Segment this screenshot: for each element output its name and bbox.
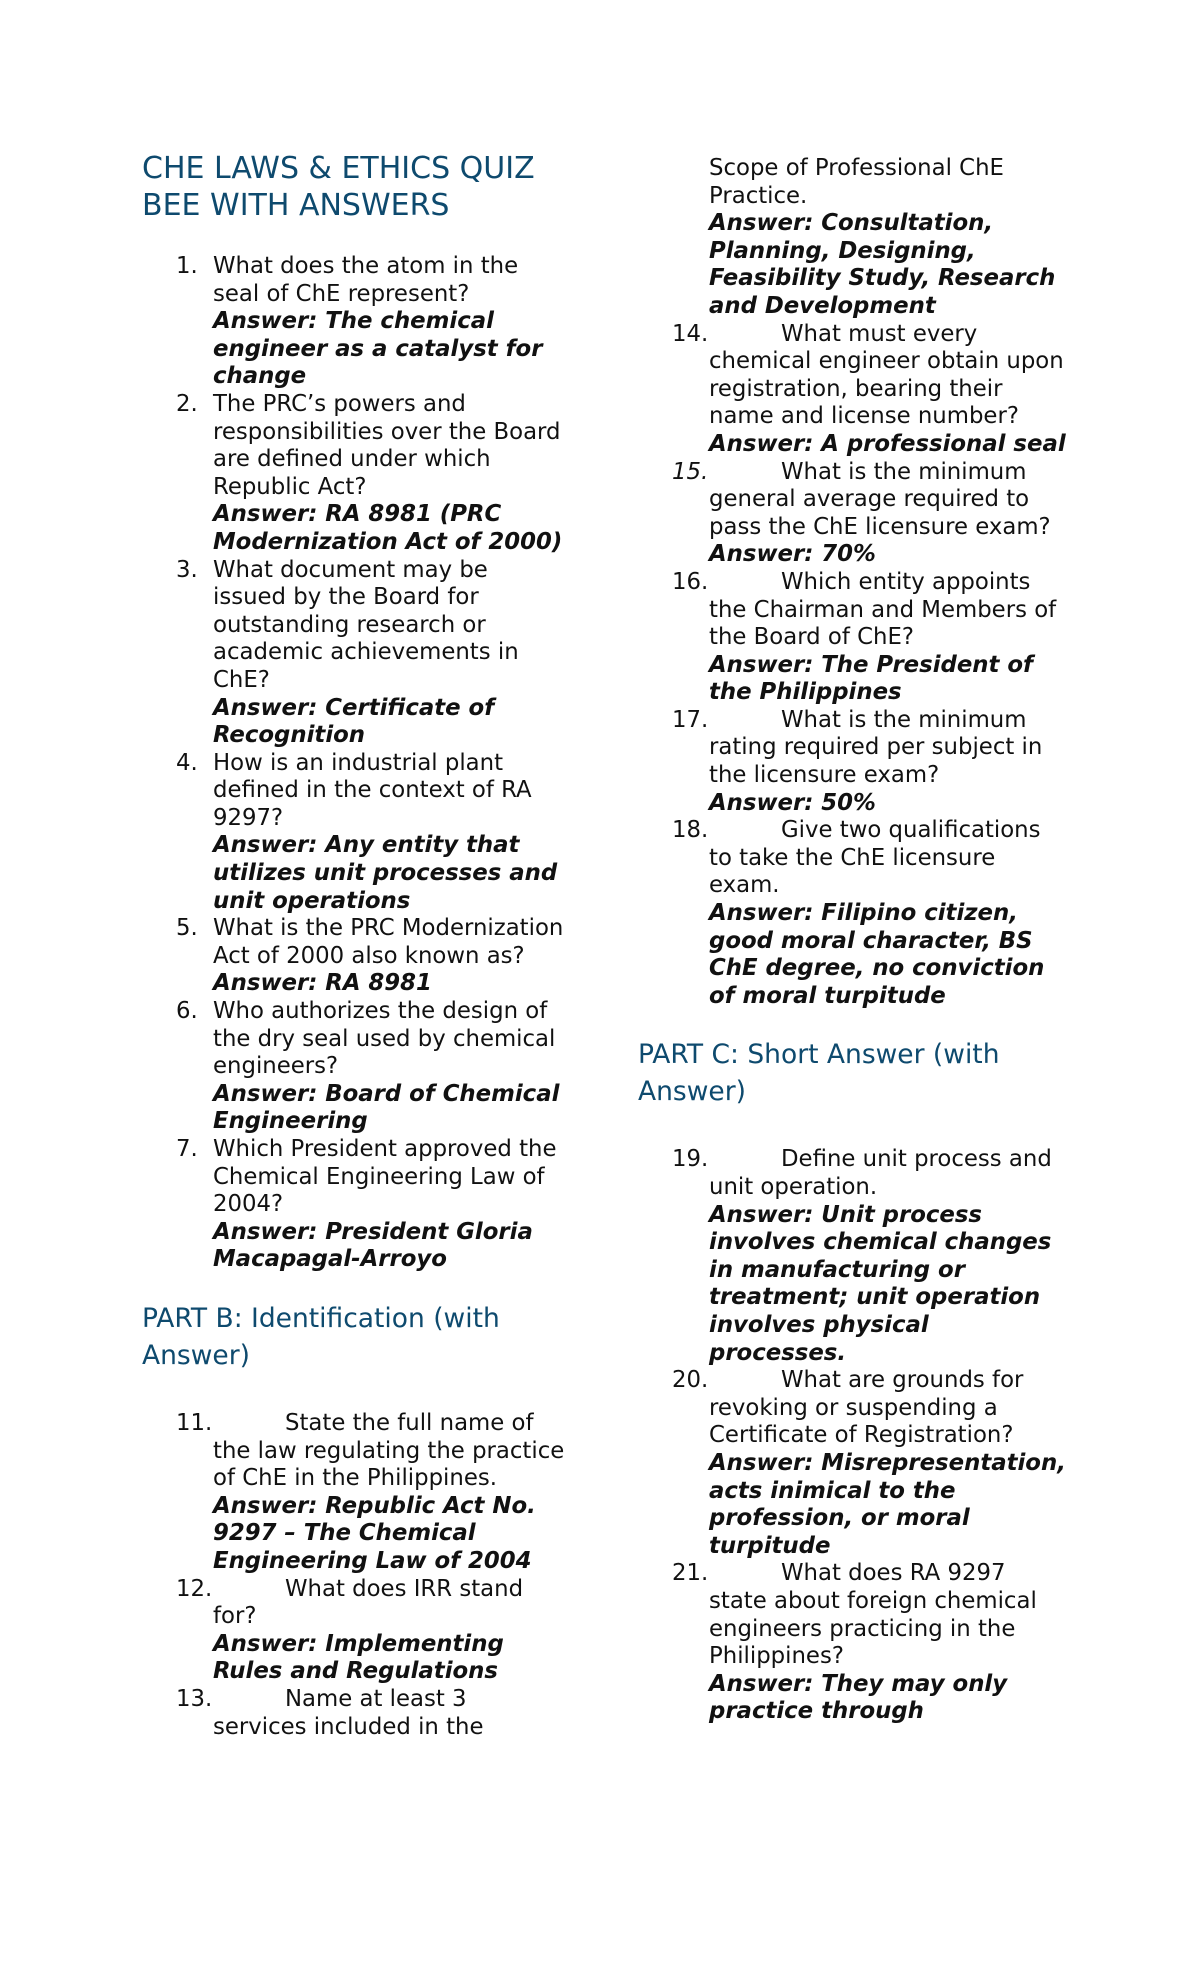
answer-text: Answer: The chemical engineer as a catalyst for change: [213, 308, 543, 390]
question-text: Define unit process and unit operation.: [709, 1146, 1052, 1200]
answer-text: Answer: 50%: [709, 789, 876, 816]
question-text: What is the minimum rating required per subject in the licensure exam?: [709, 706, 1043, 789]
question-text: What are grounds for revoking or suspending a Certificate of Registration?: [709, 1367, 1024, 1449]
answer-text: Answer: They may only practice through: [709, 1670, 1008, 1725]
item-number: 17.: [672, 706, 709, 733]
list-item: [142, 915, 567, 998]
question-text: The PRC’s powers and responsibilities over the Board are defined under which Republic Act?: [213, 390, 561, 500]
question-text: Name at least 3 services included in the: [213, 1685, 484, 1740]
list-item: [638, 1146, 1068, 1367]
question-text: What document may be issued by the Board for outstanding research or academic achievements in ChE?: [213, 556, 519, 693]
list-item: [638, 1367, 1068, 1560]
answer-text: Answer: Certificate of Recognition: [213, 694, 495, 749]
item-number: 2.: [176, 390, 198, 417]
list-item: [638, 707, 1068, 817]
question-text: Which President approved the Chemical Engineering Law of 2004?: [213, 1136, 557, 1218]
question-text: What does the atom in the seal of ChE represent?: [213, 253, 519, 307]
item-number: 14.: [672, 320, 709, 347]
item-number: 3.: [176, 556, 198, 583]
list-item: [142, 391, 567, 557]
part-c-heading: PART C: Short Answer (with Answer): [638, 1039, 1000, 1108]
question-text: State the full name of the law regulating the practice of ChE in the Philippines.: [213, 1409, 565, 1492]
answer-text: Answer: A professional seal: [709, 430, 1066, 457]
question-text: Which entity appoints the Chairman and Members of the Board of ChE?: [709, 568, 1057, 651]
list-item: [142, 1576, 567, 1686]
question-text: Who authorizes the design of the dry seal used by chemical engineers?: [213, 998, 556, 1080]
item-number: 16.: [672, 568, 709, 595]
item-number: 6.: [176, 998, 198, 1025]
answer-text: Answer: 70%: [709, 541, 876, 568]
item-number: 11.: [176, 1409, 213, 1436]
question-text: What does RA 9297 state about foreign chemical engineers practicing in the Philippines?: [709, 1560, 1037, 1670]
list-item: [142, 253, 567, 391]
question-text: What must every chemical engineer obtain upon registration, bearing their name and license number?: [709, 320, 1064, 430]
answer-text: Answer: Any entity that utilizes unit processes and unit operations: [213, 832, 558, 914]
question-text: Scope of Professional ChE Practice.: [709, 155, 1004, 209]
answer-text: Answer: Misrepresentation, acts inimical to the profession, or moral turpitude: [709, 1449, 1066, 1559]
item-number: 19.: [672, 1146, 709, 1173]
list-item: [638, 321, 1068, 459]
part-c-list: [638, 1146, 1068, 1725]
list-item: [638, 1560, 1068, 1726]
list-item: [142, 998, 567, 1136]
question-text: Give two qualifications to take the ChE licensure exam.: [709, 817, 1041, 899]
question-text: What does IRR stand for?: [213, 1575, 524, 1630]
answer-text: Answer: Board of Chemical Engineering: [213, 1080, 560, 1135]
item-number: 5.: [176, 915, 198, 942]
question-text: How is an industrial plant defined in the context of RA 9297?: [213, 749, 532, 831]
list-item: [142, 750, 567, 916]
list-item: [142, 1686, 567, 1741]
right-column: [638, 155, 1068, 1726]
item-number: 12.: [176, 1575, 213, 1602]
document-title: CHE LAWS & ETHICS QUIZ BEE WITH ANSWERS: [142, 151, 535, 223]
item-number: 15.: [672, 458, 709, 485]
item-number: 7.: [176, 1136, 198, 1162]
answer-text: Answer: The President of the Philippines: [709, 651, 1033, 706]
part-a-list: [142, 253, 567, 1274]
answer-text: Answer: Implementing Rules and Regulations: [213, 1630, 504, 1685]
question-text: What is the minimum general average required to pass the ChE licensure exam?: [709, 458, 1051, 540]
answer-text: Answer: Republic Act No. 9297 – The Chemical Engineering Law of 2004: [213, 1492, 536, 1574]
item-13-continuation: [638, 155, 1068, 321]
answer-text: Answer: President Gloria Macapagal-Arroyo: [213, 1218, 533, 1273]
list-item: [638, 459, 1068, 569]
list-item: [142, 1136, 567, 1274]
item-number: 18.: [672, 817, 709, 844]
question-text: What is the PRC Modernization Act of 2000 also known as?: [213, 915, 564, 969]
list-item: [142, 1410, 567, 1576]
item-number: 21.: [672, 1560, 709, 1587]
answer-text: Answer: RA 8981: [213, 970, 432, 997]
part-b-list: [142, 1410, 567, 1741]
list-item: [638, 817, 1068, 1010]
part-b-list-continued: [638, 321, 1068, 1011]
answer-text: Answer: RA 8981 (PRC Modernization Act of 2000): [213, 501, 563, 555]
part-b-heading: PART B: Identification (with Answer): [142, 1302, 500, 1371]
left-column: [142, 150, 567, 1741]
list-item: [638, 569, 1068, 707]
item-number: 20.: [672, 1367, 709, 1394]
answer-text: Answer: Consultation, Planning, Designing, Feasibility Study, Research and Development: [709, 210, 1056, 319]
list-item: [142, 557, 567, 750]
item-number: 1.: [176, 253, 198, 279]
item-number: 13.: [176, 1685, 213, 1712]
answer-text: Answer: Filipino citizen, good moral character, BS ChE degree, no conviction of moral turpitude: [709, 900, 1045, 1009]
answer-text: Answer: Unit process involves chemical changes in manufacturing or treatment; unit operation involves physical processes.: [709, 1201, 1052, 1366]
item-number: 4.: [176, 749, 198, 776]
